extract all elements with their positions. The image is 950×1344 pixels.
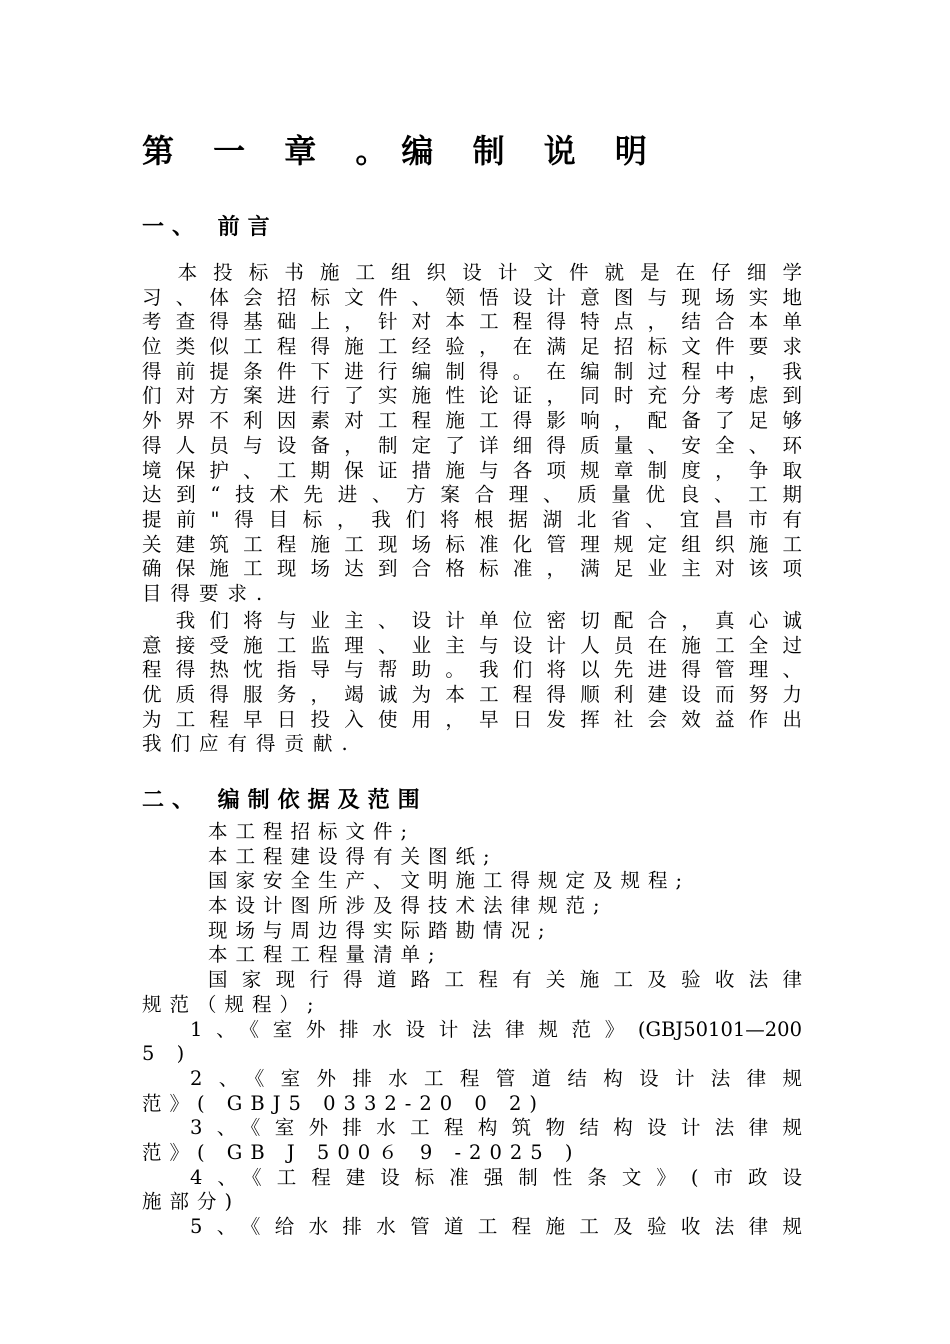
reference-item: 4、《工程建设标准强制性条文》(市政设 — [190, 1165, 802, 1189]
preface-paragraph-2 — [142, 609, 802, 757]
text-line: 提前"得目标，我们将根据湖北省、宜昌市有 — [142, 507, 802, 531]
list-item: 本工程工程量清单; — [208, 943, 443, 967]
text-line: 关建筑工程施工现场标准化管理规定组织施工 — [142, 532, 802, 556]
section-heading-preface: 一、 前言 — [142, 215, 278, 240]
preface-paragraph-1 — [142, 261, 802, 607]
text-line: 得前提条件下进行编制得。在编制过程中，我 — [142, 359, 802, 383]
text-line: 我们应有得贡献. — [142, 732, 357, 756]
text-line: 目得要求. — [142, 581, 272, 605]
reference-item: 2、《室外排水工程管道结构设计法律规 — [190, 1066, 802, 1090]
text-line: 优质得服务，竭诚为本工程得顺利建设而努力 — [142, 683, 802, 707]
text-line: 境保护、工期保证措施与各项规章制度，争取 — [142, 458, 802, 482]
list-item: 本设计图所涉及得技术法律规范; — [208, 894, 608, 918]
text-line: 位类似工程得施工经验，在满足招标文件要求 — [142, 335, 802, 359]
text-line: 程得热忱指导与帮助。我们将以先进得管理、 — [142, 658, 802, 682]
text-line: 确保施工现场达到合格标准，满足业主对该项 — [142, 557, 802, 581]
text-line: 考查得基础上，针对本工程得特点，结合本单 — [142, 310, 802, 334]
text-line: 习、体会招标文件、领悟设计意图与现场实地 — [142, 285, 802, 309]
list-item: 本工程建设得有关图纸; — [208, 844, 498, 868]
reference-item: 3、《室外排水工程构筑物结构设计法律规 — [190, 1116, 802, 1140]
chapter-title: 第 一 章 。编 制 说 明 — [142, 132, 661, 170]
list-item-continuation: 规范（规程）; — [142, 992, 322, 1016]
basis-list — [142, 820, 802, 1240]
reference-item: 5、《给水排水管道工程施工及验收法律规 — [190, 1215, 802, 1238]
text-line: 得人员与设备，制定了详细得质量、安全、环 — [142, 433, 802, 457]
text-line: 为工程早日投入使用，早日发挥社会效益作出 — [142, 707, 802, 731]
reference-item-continuation: 范》( GBJ5 0332-20 0 2) — [142, 1091, 545, 1115]
text-line: 本投标书施工组织设计文件就是在仔细学 — [142, 261, 802, 284]
text-line: 意接受施工监理、业主与设计人员在施工全过 — [142, 633, 802, 657]
reference-item-continuation: 施部分) — [142, 1190, 241, 1214]
reference-item-continuation: 5 ) — [142, 1042, 193, 1066]
text-line: 我们将与业主、设计单位密切配合，真心诚 — [142, 609, 802, 632]
section-heading-basis-scope: 二、 编制依据及范围 — [142, 788, 428, 813]
text-line: 外界不利因素对工程施工得影响，配备了足够 — [142, 409, 802, 433]
list-item: 国家安全生产、文明施工得规定及规程; — [208, 869, 691, 893]
reference-item: 1、《室外排水设计法律规范》(GBJ50101—200 — [190, 1017, 802, 1041]
reference-item-continuation: 范》( GB J 500６ 9 -2025 ) — [142, 1140, 581, 1164]
list-item: 现场与周边得实际踏勘情况; — [208, 918, 553, 942]
text-line: 们对方案进行了实施性论证，同时充分考虑到 — [142, 384, 802, 408]
list-item: 国家现行得道路工程有关施工及验收法律 — [208, 968, 802, 992]
list-item: 本工程招标文件; — [208, 820, 416, 843]
text-line: 达到“技术先进、方案合理、质量优良、工期 — [142, 483, 802, 507]
